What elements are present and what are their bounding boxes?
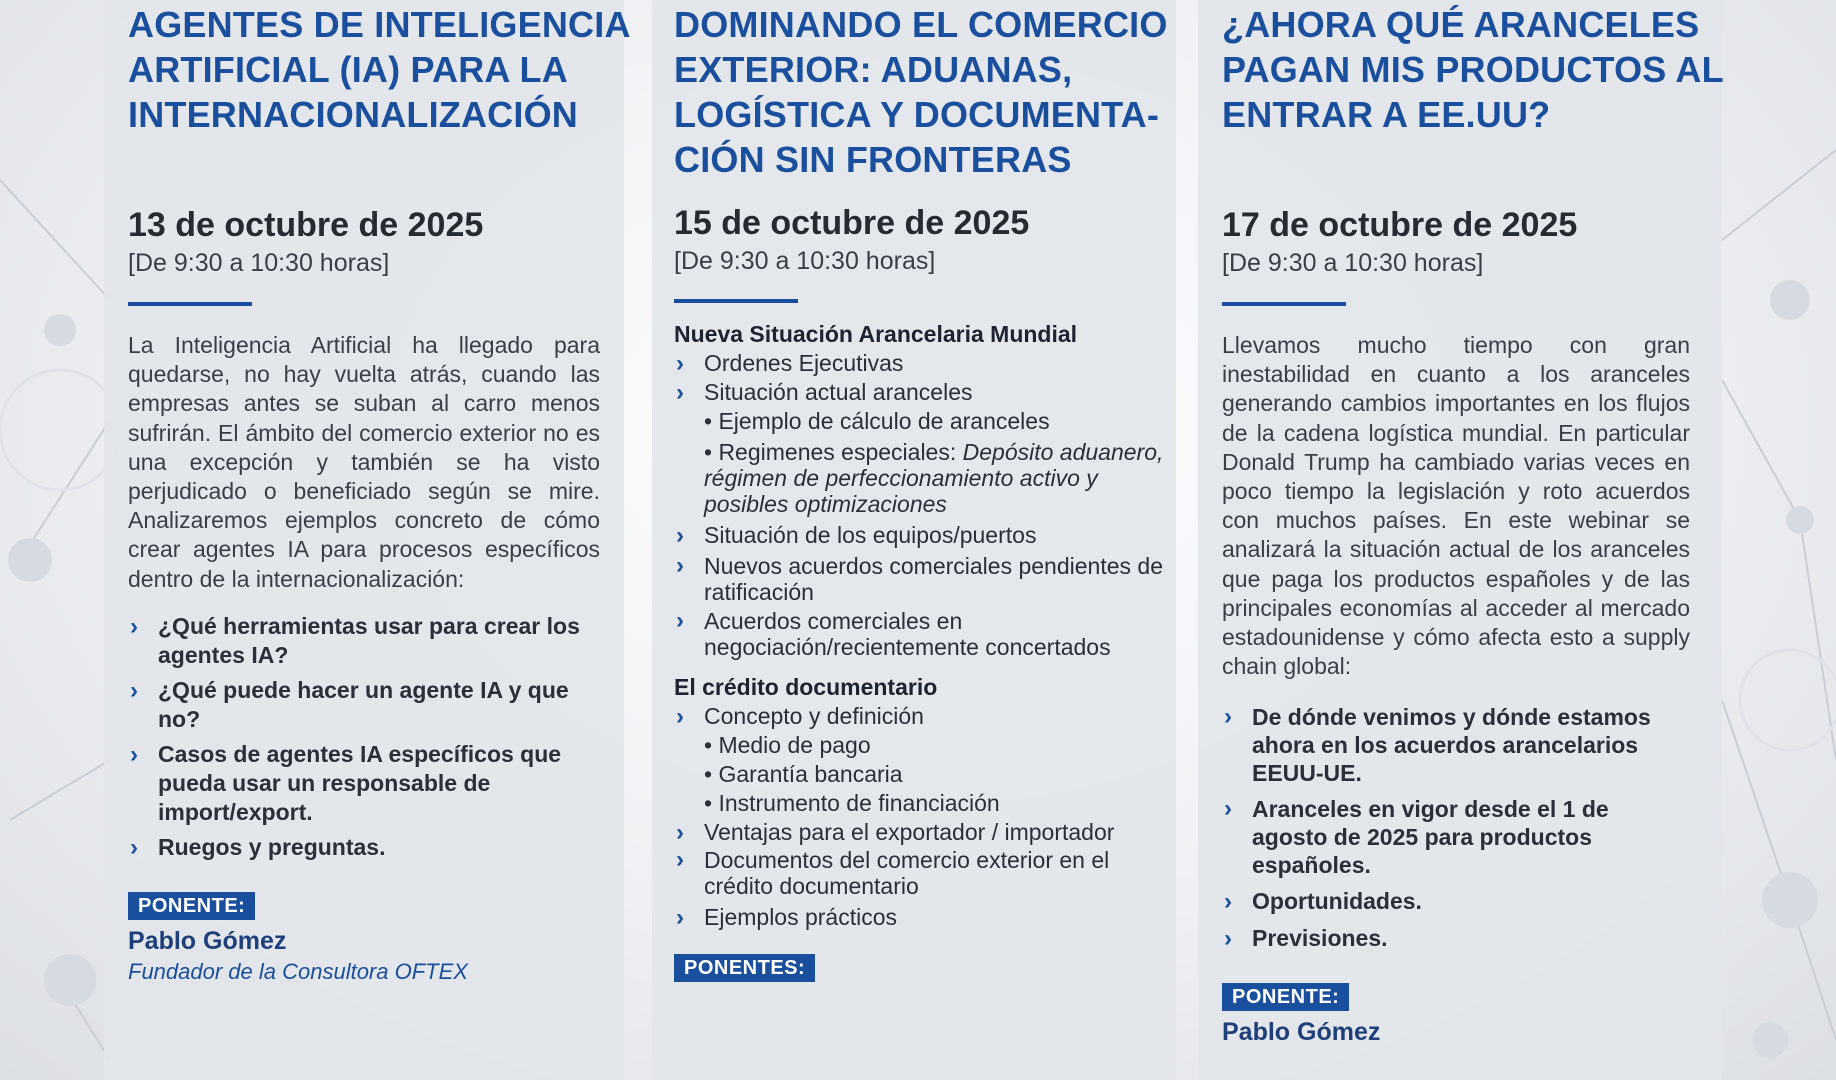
speaker-badge: PONENTES: [674,954,815,982]
list-item: › Documentos del comercio exterior en el crédito documentario [676,846,1110,899]
list-item: › ¿Qué herramientas usar para crear los agentes IA? [130,612,580,668]
chevron-right-icon: › [676,607,684,634]
chevron-right-icon: › [130,833,138,861]
list-item: › Ventajas para el exportador / importador [676,819,1115,846]
list-item: › Oportunidades. [1224,888,1422,916]
speaker-name: Pablo Gómez [1222,1018,1381,1047]
list-item: › De dónde venimos y dónde estamos ahora en los acuerdos arancelarios EEUU-UE. [1224,703,1651,787]
title-line: CIÓN SIN FRONTERAS [674,139,1072,180]
title-line: DOMINANDO EL COMERCIO [674,4,1168,45]
list-item: › Previsiones. [1224,925,1388,953]
webinar-date: 13 de octubre de 2025 [128,206,484,244]
title-line: ENTRAR A EE.UU? [1222,94,1551,135]
chevron-right-icon: › [676,522,684,549]
speaker-badge: PONENTE: [128,892,255,920]
chevron-right-icon: › [1224,703,1232,731]
webinar-title [1222,0,1724,137]
chevron-right-icon: › [676,846,684,873]
webinar-hours: [De 9:30 a 10:30 horas] [674,247,936,275]
webinar-date: 17 de octubre de 2025 [1222,206,1578,244]
chevron-right-icon: › [676,819,684,846]
title-line: AGENTES DE INTELIGENCIA [128,4,631,45]
chevron-right-icon: › [130,676,138,704]
title-line: PAGAN MIS PRODUCTOS AL [1222,49,1724,90]
sub-item: • Garantía bancaria [704,761,903,787]
title-line: LOGÍSTICA Y DOCUMENTA- [674,94,1160,135]
webinar-title [674,0,1176,182]
list-item: › Situación de los equipos/puertos [676,522,1037,549]
chevron-right-icon: › [1224,888,1232,916]
list-item: › Ruegos y preguntas. [130,833,386,861]
sub-item: • Instrumento de financiación [704,790,1000,816]
chevron-right-icon: › [676,552,684,579]
section-heading: Nueva Situación Arancelaria Mundial [674,321,1078,347]
speaker-badge: PONENTE: [1222,983,1349,1011]
list-item: › Situación actual aranceles [676,379,973,406]
list-item: › Concepto y definición [676,703,924,730]
title-line: EXTERIOR: ADUANAS, [674,49,1073,90]
list-item: › Aranceles en vigor desde el 1 de agosto de 2025 para productos españoles. [1224,795,1609,879]
sub-item: • Regimenes especiales: Depósito aduanero, régimen de perfeccionamiento activo y posibles optimizaciones [704,439,1164,517]
list-item: › ¿Qué puede hacer un agente IA y que no? [130,676,569,732]
list-item: › Ordenes Ejecutivas [676,350,904,377]
topic-list [674,349,1176,407]
chevron-right-icon: › [676,904,684,931]
topic-list [128,612,600,862]
chevron-right-icon: › [676,350,684,377]
sub-item: • Ejemplo de cálculo de aranceles [704,408,1050,434]
title-line: ARTIFICIAL (IA) PARA LA [128,49,568,90]
webinar-hours: [De 9:30 a 10:30 horas] [128,249,390,277]
webinar-card-1 [104,0,631,1080]
list-item: › Nuevos acuerdos comerciales pendientes de ratificación [676,552,1163,605]
title-line: INTERNACIONALIZACIÓN [128,94,578,135]
title-line: ¿AHORA QUÉ ARANCELES [1222,4,1700,45]
chevron-right-icon: › [130,612,138,640]
webinar-hours: [De 9:30 a 10:30 horas] [1222,249,1484,277]
section-heading: El crédito documentario [674,674,938,700]
list-item: › Acuerdos comerciales en negociación/recientemente concertados [676,607,1111,660]
speaker-role: Fundador de la Consultora OFTEX [128,958,468,984]
chevron-right-icon: › [1224,925,1232,953]
webinar-date: 15 de octubre de 2025 [674,204,1030,242]
sub-item: • Medio de pago [704,732,871,758]
chevron-right-icon: › [1224,795,1232,823]
topic-list [674,702,1176,731]
speaker-name: Pablo Gómez [128,926,287,955]
topic-list [674,521,1176,660]
chevron-right-icon: › [676,703,684,730]
webinar-card-3 [1198,0,1722,1080]
list-item: › Ejemplos prácticos [676,904,898,931]
webinar-description: Llevamos mucho tiempo con gran inestabilidad en cuanto a los aranceles generando cambios importantes en los flujos de la cadena logística mundial. En particular Donald Trump ha cambiado varias veces en poco tiempo la legislación y roto acuerdos con muchos países. En este webinar se analizará la situación actual de los aranceles que paga los productos españoles y de las principales economías al acceder al mercado estadounidense y cómo afecta esto a supply chain global: [1222,332,1690,680]
chevron-right-icon: › [676,379,684,406]
list-item: › Casos de agentes IA específicos que pueda usar un responsable de import/export. [130,740,562,825]
webinar-description: La Inteligencia Artificial ha llegado para quedarse, no hay vuelta atrás, cuando las empresas antes se suban al carro menos sufrirán. El ámbito del comercio exterior no es una excepción y también se ha visto perjudicado o beneficiado según se mire. Analizaremos ejemplos concreto de cómo crear agentes IA para procesos específicos dentro de la internacionalización: [128,332,600,592]
topic-list [674,818,1176,932]
topic-list [1222,703,1690,953]
webinar-card-2 [652,0,1176,1080]
webinar-title [128,0,631,137]
chevron-right-icon: › [130,740,138,768]
